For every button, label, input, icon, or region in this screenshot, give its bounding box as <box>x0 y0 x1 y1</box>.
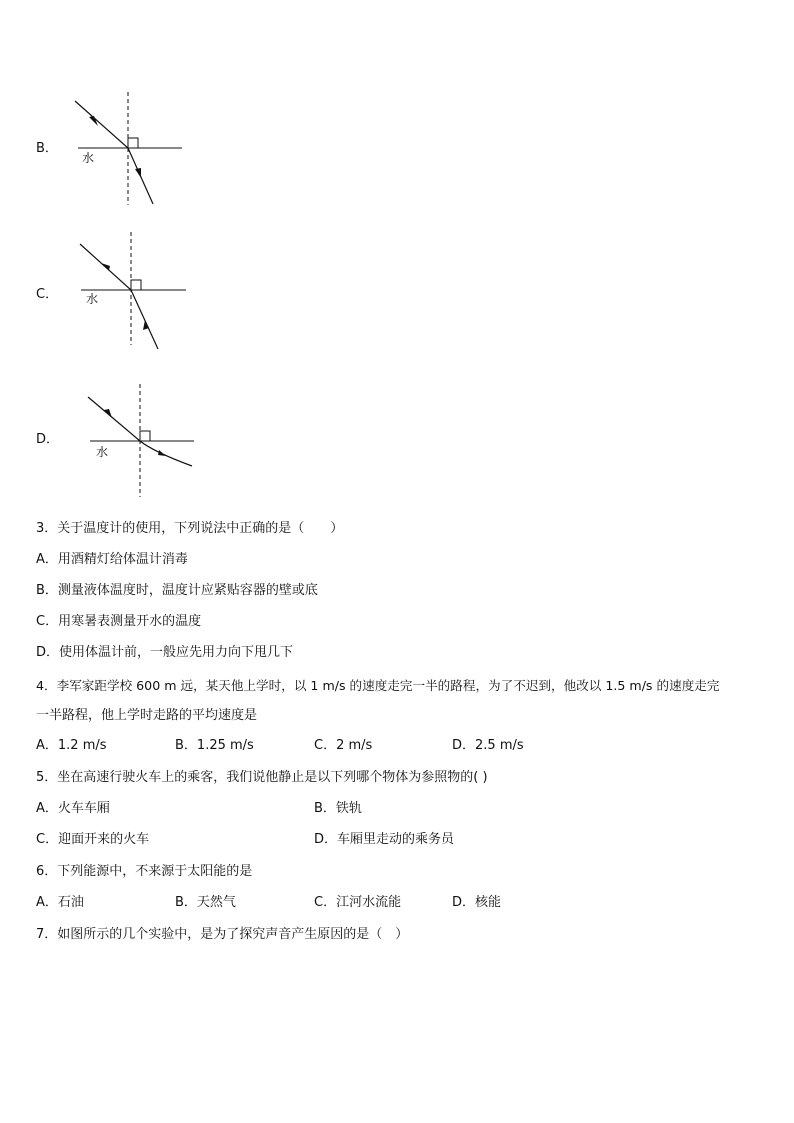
question-5-stem: 5．坐在高速行驶火车上的乘客，我们说他静止是以下列哪个物体为参照物的( ) <box>36 770 488 785</box>
question-5-option-c: C．迎面开来的火车 <box>36 832 150 847</box>
question-4-option-b: B．1.25 m/s <box>175 738 254 753</box>
refraction-diagram-c <box>74 232 194 347</box>
question-6-option-d: D．核能 <box>452 895 502 910</box>
question-5-option-b: B．铁轨 <box>314 801 362 816</box>
option-c-label: C． <box>36 287 59 302</box>
question-7-stem: 7．如图所示的几个实验中，是为了探究声音产生原因的是（ ） <box>36 927 409 942</box>
refracted-ray <box>131 290 158 349</box>
right-angle-mark <box>128 138 138 148</box>
question-6-stem: 6．下列能源中，不来源于太阳能的是 <box>36 864 253 879</box>
incident-ray <box>80 244 131 290</box>
question-6-option-b: B．天然气 <box>175 895 236 910</box>
right-angle-mark <box>131 280 141 290</box>
option-d-label: D． <box>36 432 60 447</box>
question-4-option-d: D．2.5 m/s <box>452 738 524 753</box>
arrow-head <box>101 263 110 270</box>
refraction-diagram-d <box>84 384 204 499</box>
question-3-option-a: A．用酒精灯给体温计消毒 <box>36 552 188 567</box>
incident-ray <box>88 397 140 441</box>
refraction-diagram-b <box>70 92 190 207</box>
water-label: 水 <box>96 445 109 459</box>
arrow-head <box>135 168 141 178</box>
incident-ray <box>75 101 128 148</box>
refracted-ray <box>140 441 192 466</box>
question-6-option-a: A．石油 <box>36 895 84 910</box>
option-b-label: B． <box>36 141 58 156</box>
right-angle-mark <box>140 431 150 441</box>
question-3-option-d: D．使用体温计前，一般应先用力向下甩几下 <box>36 645 294 660</box>
question-4-stem-line-2: 一半路程，他上学时走路的平均速度是 <box>36 708 258 723</box>
water-label: 水 <box>86 292 99 306</box>
question-4-option-a: A．1.2 m/s <box>36 738 107 753</box>
question-3-option-b: B．测量液体温度时，温度计应紧贴容器的壁或底 <box>36 583 318 598</box>
question-6-option-c: C．江河水流能 <box>314 895 402 910</box>
question-4-stem-line-1: 4．李军家距学校 600 m 远，某天他上学时，以 1 m/s 的速度走完一半的路程，为了不迟到，他改以 1.5 m/s 的速度走完 <box>36 678 720 693</box>
arrow-head <box>104 409 112 418</box>
question-5-option-d: D．车厢里走动的乘务员 <box>314 832 455 847</box>
water-label: 水 <box>82 151 95 165</box>
question-4-option-c: C．2 m/s <box>314 738 373 753</box>
question-5-option-a: A．火车车厢 <box>36 801 110 816</box>
arrow-head <box>158 450 166 456</box>
question-3-option-c: C．用寒暑表测量开水的温度 <box>36 614 202 629</box>
question-3-stem: 3．关于温度计的使用，下列说法中正确的是（ ） <box>36 521 344 536</box>
